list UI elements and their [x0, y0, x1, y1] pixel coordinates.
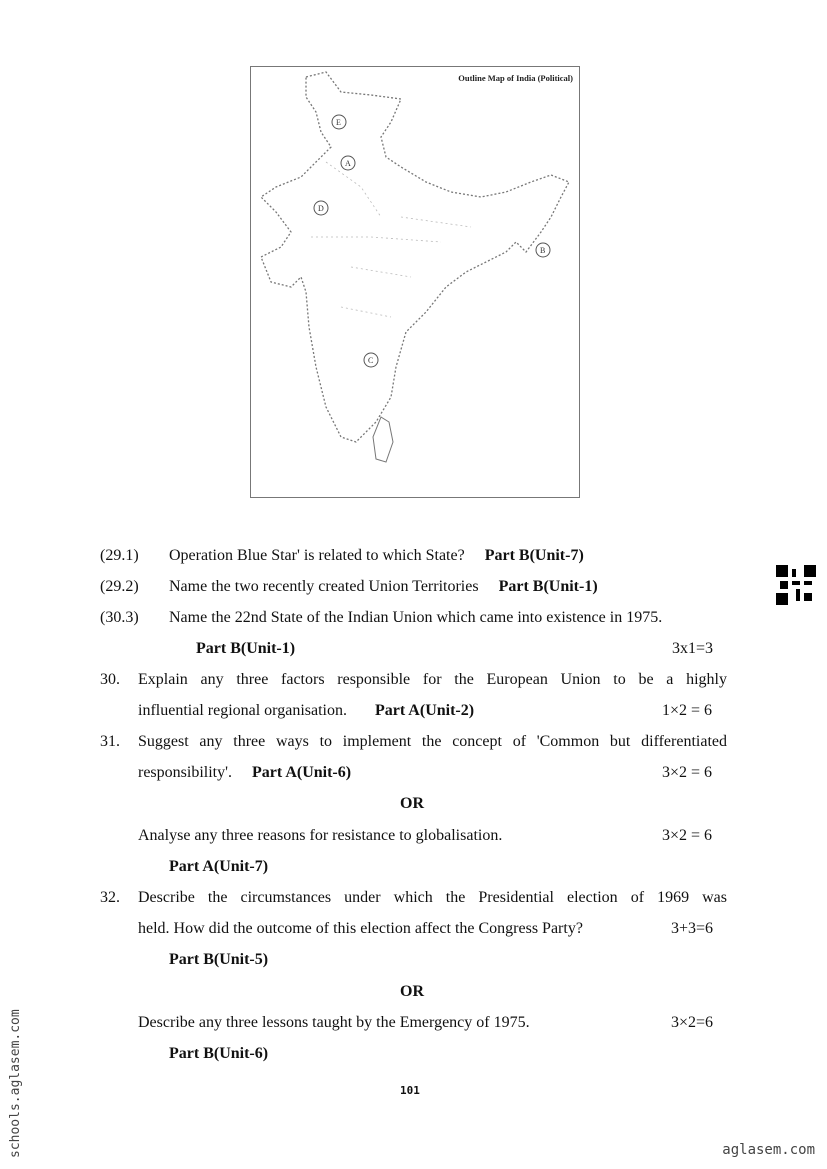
- question-text: Analyse any three reasons for resistance to globalisation.: [138, 827, 503, 844]
- question-text: Suggest any three ways to implement the concept of 'Common but differentiated: [138, 733, 727, 750]
- question-text: held. How did the outcome of this election affect the Congress Party?: [138, 920, 583, 937]
- watermark-bottom: aglasem.com: [722, 1142, 815, 1158]
- svg-text:B: B: [540, 246, 546, 255]
- map-label-a: [341, 156, 355, 170]
- question-num: (29.1): [100, 547, 139, 564]
- question-num: (30.3): [100, 609, 139, 626]
- question-text: Describe any three lessons taught by the Emergency of 1975.: [138, 1014, 530, 1031]
- part-label: Part B(Unit-1): [196, 640, 296, 657]
- marks: 3+3=6: [671, 920, 714, 937]
- marks: 3x1=3: [672, 640, 714, 657]
- marks: 3×2=6: [671, 1014, 714, 1031]
- part-label: Part A(Unit-2): [374, 702, 475, 719]
- question-num: 31.: [100, 733, 120, 750]
- marks: 3×2 = 6: [662, 827, 713, 844]
- india-outline-map: [250, 66, 580, 498]
- or-label: OR: [400, 795, 424, 812]
- svg-text:E: E: [336, 118, 341, 127]
- question-num: 30.: [100, 671, 120, 688]
- marks: 3×2 = 6: [662, 764, 713, 781]
- page-number: 101: [400, 1084, 420, 1097]
- svg-text:D: D: [318, 204, 324, 213]
- part-label: Part A(Unit-6): [252, 764, 352, 781]
- map-drawing: [251, 67, 581, 499]
- or-label: OR: [400, 983, 424, 1000]
- india-outline: [261, 72, 569, 442]
- map-label-e: [332, 115, 346, 129]
- question-text: Name the 22nd State of the Indian Union which came into existence in 1975.: [169, 609, 663, 626]
- svg-text:A: A: [345, 159, 351, 168]
- question-text: Operation Blue Star' is related to which State? Part B(Unit-7): [169, 547, 584, 564]
- question-text: Name the two recently created Union Territories Part B(Unit-1): [169, 578, 598, 595]
- question-num: (29.2): [100, 578, 139, 595]
- question-text: responsibility'. Part A(Unit-6): [138, 764, 352, 781]
- question-text: Explain any three factors responsible for the European Union to be a highly: [138, 671, 727, 688]
- part-label: Part B(Unit-5): [169, 951, 269, 968]
- question-num: 32.: [100, 889, 120, 906]
- map-label-b: [536, 243, 550, 257]
- part-label: Part A(Unit-7): [169, 858, 269, 875]
- question-text: Describe the circumstances under which the Presidential election of 1969 was: [138, 889, 727, 906]
- map-label-c: [364, 353, 378, 367]
- part-label: Part B(Unit-7): [484, 547, 584, 564]
- part-label: Part B(Unit-6): [169, 1045, 269, 1062]
- watermark-side: schools.aglasem.com: [8, 1009, 23, 1158]
- sri-lanka-outline: [373, 417, 393, 462]
- question-text: influential regional organisation. Part A(Unit-2): [138, 702, 475, 719]
- part-label: Part B(Unit-1): [498, 578, 598, 595]
- qr-code-icon: [776, 565, 816, 605]
- state-borders: [311, 162, 471, 317]
- map-title: Outline Map of India (Political): [458, 73, 573, 83]
- marks: 1×2 = 6: [662, 702, 713, 719]
- svg-text:C: C: [368, 356, 374, 365]
- map-label-d: [314, 201, 328, 215]
